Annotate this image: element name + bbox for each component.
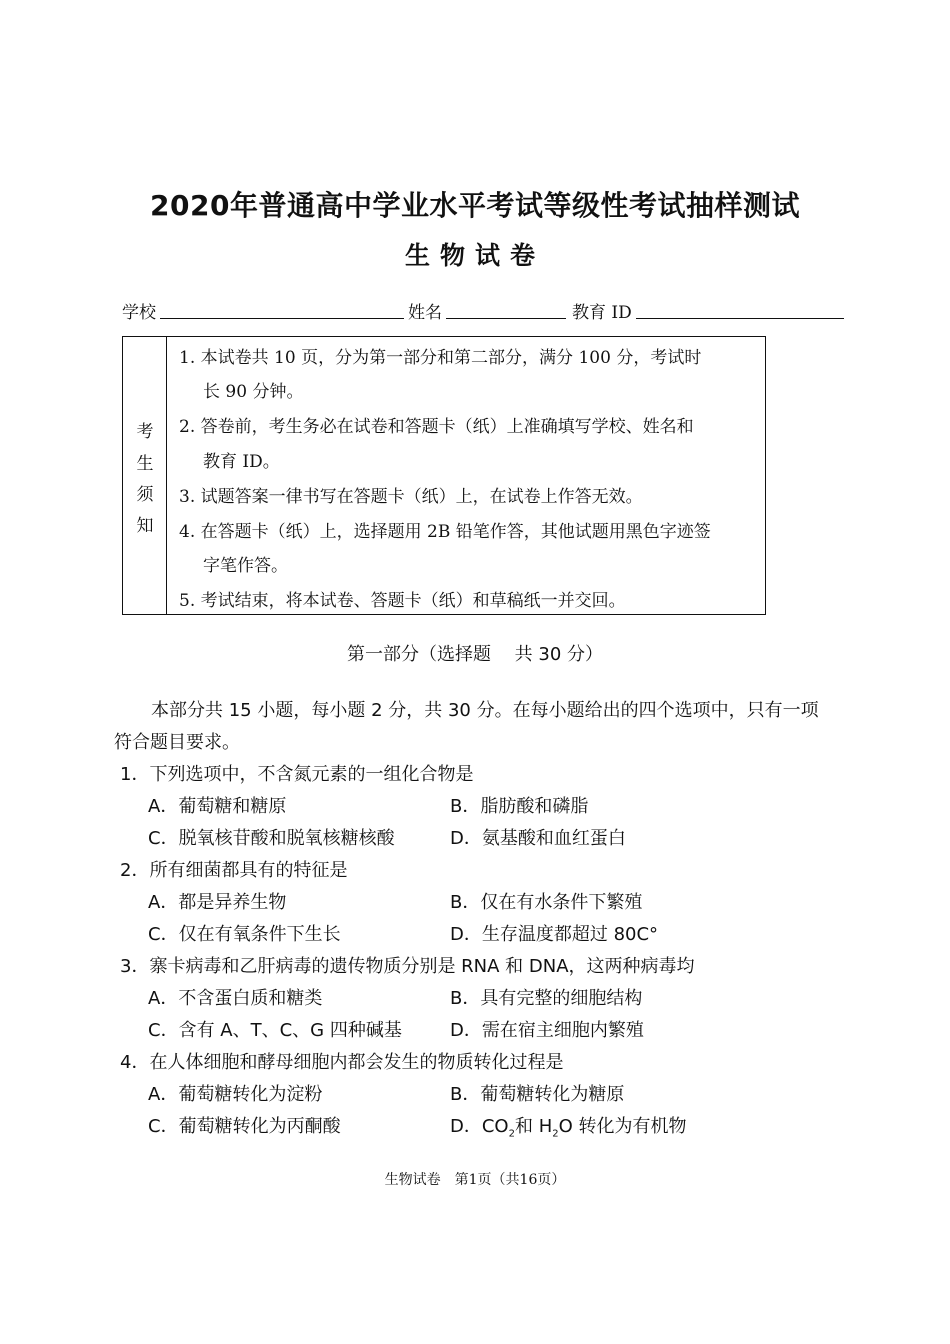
option-a: A．不含蛋白质和糖类 xyxy=(148,988,323,1009)
subject-title: 生物试卷 xyxy=(404,241,545,270)
name-label: 姓名 xyxy=(408,303,442,323)
option-b: B．脂肪酸和磷脂 xyxy=(450,796,589,817)
name-field[interactable] xyxy=(446,318,566,319)
question-stem: 2．所有细菌都具有的特征是 xyxy=(120,860,348,881)
question-stem: 1．下列选项中，不含氮元素的一组化合物是 xyxy=(120,764,474,785)
option-d: D．生存温度都超过 80C° xyxy=(450,924,659,945)
notice-heading-char: 考 xyxy=(136,422,154,442)
notice-line: 字笔作答。 xyxy=(203,556,288,576)
exam-title: 2020年普通高中学业水平考试等级性考试抽样测试 xyxy=(150,189,800,222)
option-d: D．氨基酸和血红蛋白 xyxy=(450,828,626,849)
option-d-text: 和 H xyxy=(514,1116,553,1137)
page-footer: 生物试卷 第1页（共16页） xyxy=(384,1172,566,1188)
notice-line: 教育 ID。 xyxy=(203,452,280,472)
intro-text: 符合题目要求。 xyxy=(114,732,240,753)
notice-line: 1. 本试卷共 10 页，分为第一部分和第二部分，满分 100 分，考试时 xyxy=(179,348,702,368)
notice-line: 5. 考试结束，将本试卷、答题卡（纸）和草稿纸一并交回。 xyxy=(179,591,626,611)
notice-line: 长 90 分钟。 xyxy=(203,382,304,402)
notice-heading xyxy=(123,337,167,614)
option-d-text: O 转化为有机物 xyxy=(558,1116,687,1137)
id-field[interactable] xyxy=(636,318,844,319)
question-stem: 4．在人体细胞和酵母细胞内都会发生的物质转化过程是 xyxy=(120,1052,564,1073)
id-label: 教育 ID xyxy=(572,303,632,323)
option-c: C．葡萄糖转化为丙酮酸 xyxy=(148,1116,341,1137)
notice-line: 3. 试题答案一律书写在答题卡（纸）上，在试卷上作答无效。 xyxy=(179,487,643,507)
option-c: C．脱氧核苷酸和脱氧核糖核酸 xyxy=(148,828,395,849)
notice-line: 4. 在答题卡（纸）上，选择题用 2B 铅笔作答，其他试题用黑色字迹签 xyxy=(179,522,711,542)
option-a: A．葡萄糖和糖原 xyxy=(148,796,287,817)
option-d-text: D．CO xyxy=(450,1116,509,1137)
intro-text: 本部分共 15 小题，每小题 2 分，共 30 分。在每小题给出的四个选项中，只有一项 xyxy=(151,700,819,721)
option-b: B．葡萄糖转化为糖原 xyxy=(450,1084,625,1105)
school-label: 学校 xyxy=(122,303,156,323)
notice-heading-char: 知 xyxy=(136,516,154,536)
subscript: 2 xyxy=(508,1128,515,1140)
option-d: D．需在宿主细胞内繁殖 xyxy=(450,1020,644,1041)
exam-notice-box xyxy=(122,336,766,615)
option-c: C．仅在有氧条件下生长 xyxy=(148,924,341,945)
option-c: C．含有 A、T、C、G 四种碱基 xyxy=(148,1020,402,1041)
option-a: A．都是异养生物 xyxy=(148,892,287,913)
section-title: 第一部分（选择题 共 30 分） xyxy=(346,644,604,665)
option-b: B．仅在有水条件下繁殖 xyxy=(450,892,643,913)
notice-heading-char: 须 xyxy=(136,485,154,505)
question-stem: 3．寨卡病毒和乙肝病毒的遗传物质分别是 RNA 和 DNA，这两种病毒均 xyxy=(120,956,695,977)
option-d xyxy=(450,1112,687,1140)
subscript: 2 xyxy=(552,1128,559,1140)
option-b: B．具有完整的细胞结构 xyxy=(450,988,643,1009)
option-a: A．葡萄糖转化为淀粉 xyxy=(148,1084,323,1105)
school-field[interactable] xyxy=(160,318,404,319)
student-info-row xyxy=(122,296,844,324)
notice-heading-char: 生 xyxy=(136,454,154,474)
notice-line: 2. 答卷前，考生务必在试卷和答题卡（纸）上准确填写学校、姓名和 xyxy=(179,417,694,437)
